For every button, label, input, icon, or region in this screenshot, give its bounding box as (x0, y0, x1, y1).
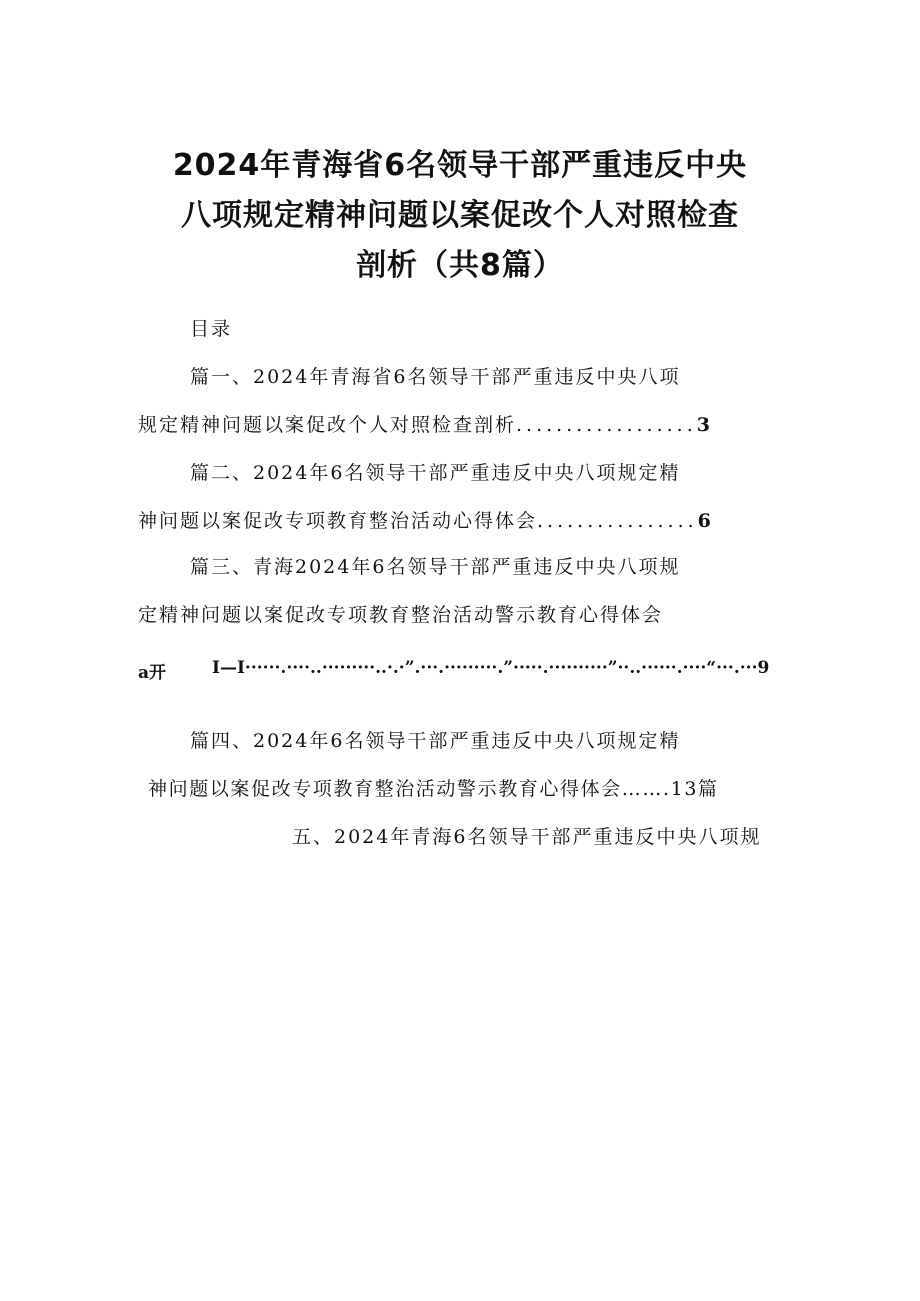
toc-item-2-entry[interactable] (138, 506, 711, 533)
toc-item-2-line-2: 神问题以案促改专项教育整治活动心得体会 (138, 510, 538, 532)
toc-item-2-dots: ................ (537, 510, 698, 532)
toc-item-5-line-1[interactable]: 五、2024年青海6名领导干部严重违反中央八项规 (292, 826, 762, 848)
toc-item-4-line-1[interactable]: 篇四、2024年6名领导干部严重违反中央八项规定精 (190, 730, 681, 752)
document-title-line-1: 2024年青海省6名领导干部严重违反中央 (172, 148, 748, 183)
toc-item-4-line-2[interactable]: 神问题以案促改专项教育整治活动警示教育心得体会…….13篇 (148, 778, 719, 800)
toc-item-1-entry[interactable] (138, 410, 710, 437)
toc-item-3-garbled-leader: I—I······.····..·········..·.·”.···.·········.”·····.··········”··..······.····“···.···9 (212, 658, 770, 678)
toc-item-1-line-1[interactable]: 篇一、2024年青海省6名领导干部严重违反中央八项 (190, 366, 681, 388)
toc-heading: 目录 (190, 318, 233, 340)
toc-item-3-garbled-prefix: a开 (138, 663, 167, 683)
toc-item-1-page: 3 (696, 414, 710, 436)
toc-item-2-page: 6 (697, 510, 711, 532)
toc-item-2-line-1[interactable]: 篇二、2024年6名领导干部严重违反中央八项规定精 (190, 462, 681, 484)
toc-item-3-line-1[interactable]: 篇三、青海2024年6名领导干部严重违反中央八项规 (190, 556, 681, 578)
toc-item-1-line-2: 规定精神问题以案促改个人对照检查剖析 (138, 414, 517, 436)
document-title-line-3: 剖析（共8篇） (356, 248, 564, 283)
toc-item-3-line-2[interactable]: 定精神问题以案促改专项教育整治活动警示教育心得体会 (138, 604, 664, 626)
document-title-line-2: 八项规定精神问题以案促改个人对照检查 (181, 198, 739, 233)
toc-item-1-dots: .................. (516, 414, 697, 436)
